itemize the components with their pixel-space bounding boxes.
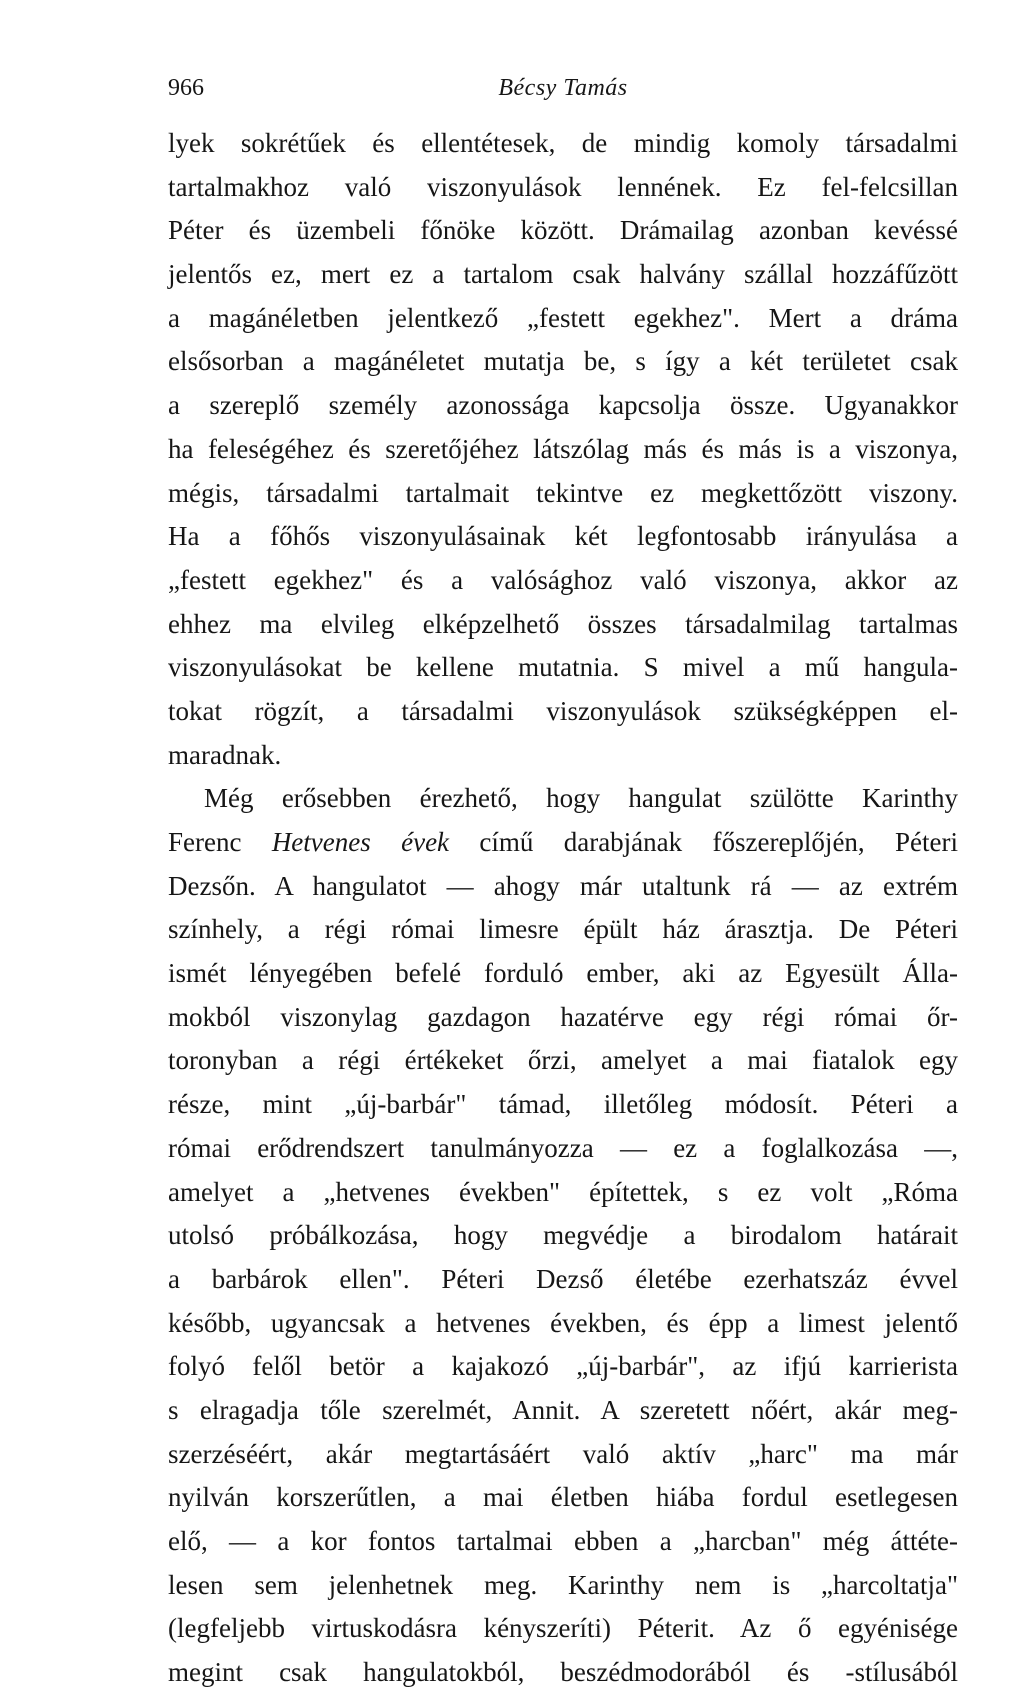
text-line: része, mint „új-barbár" támad, illetőleg módosít. Péteri a	[168, 1089, 958, 1120]
text-line: Dezsőn. A hangulatot — ahogy már utaltunk rá — az extrém	[168, 870, 958, 901]
text-line: ehhez ma elvileg elképzelhető összes társadalmilag tartalmas	[168, 608, 958, 639]
text-line: szerzéséért, akár megtartásáért való aktív „harc" ma már	[168, 1438, 958, 1469]
text-line: ha feleségéhez és szeretőjéhez látszólag más és más is a viszonya,	[168, 433, 958, 464]
text-line: megint csak hangulatokból, beszédmodorából és -stílusából	[168, 1657, 958, 1688]
text-fragment: című darabjának főszereplőjén, Péteri	[479, 827, 958, 857]
text-line: Még erősebben érezhető, hogy hangulat szülötte Karinthy	[204, 783, 958, 814]
text-line: maradnak.	[168, 739, 282, 770]
text-line: toronyban a régi értékeket őrzi, amelyet a mai fiatalok egy	[168, 1045, 958, 1076]
text-line: mégis, társadalmi tartalmait tekintve ez megkettőzött viszony.	[168, 477, 958, 508]
text-line: (legfeljebb virtuskodásra kényszeríti) Péterit. Az ő egyénisége	[168, 1613, 958, 1644]
page-number: 966	[168, 75, 204, 101]
body-text	[168, 122, 958, 1695]
text-line: nyilván korszerűtlen, a mai életben hiába fordul esetlegesen	[168, 1482, 958, 1513]
text-line: a barbárok ellen". Péteri Dezső életébe ezerhatszáz évvel	[168, 1263, 958, 1294]
text-line: a magánéletben jelentkező „festett egekhez". Mert a dráma	[168, 302, 958, 333]
text-line: színhely, a régi római limesre épült ház árasztja. De Péteri	[168, 914, 958, 945]
running-title: Bécsy Tamás	[498, 75, 628, 101]
text-line: elő, — a kor fontos tartalmai ebben a „harcban" még áttéte-	[168, 1526, 958, 1556]
text-line: amelyet a „hetvenes években" építettek, s ez volt „Róma	[168, 1176, 958, 1207]
text-line: a szereplő személy azonossága kapcsolja össze. Ugyanakkor	[168, 390, 958, 421]
text-line: lesen sem jelenhetnek meg. Karinthy nem is „harcoltatja"	[168, 1569, 958, 1600]
text-line: római erődrendszert tanulmányozza — ez a foglalkozása —,	[168, 1132, 958, 1163]
text-line: „festett egekhez" és a valósághoz való viszonya, akkor az	[168, 564, 958, 595]
text-line-with-title	[168, 821, 958, 865]
text-line: tartalmakhoz való viszonyulások lennének. Ez fel-felcsillan	[168, 171, 958, 202]
text-line: később, ugyancsak a hetvenes években, és épp a limest jelentő	[168, 1307, 958, 1338]
author-name: Ferenc	[168, 827, 242, 857]
text-line: utolsó próbálkozása, hogy megvédje a birodalom határait	[168, 1220, 958, 1251]
text-line: lyek sokrétűek és ellentétesek, de mindig komoly társadalmi	[168, 128, 958, 158]
text-line: Ha a főhős viszonyulásainak két legfontosabb irányulása a	[168, 521, 958, 552]
text-line: s elragadja tőle szerelmét, Annit. A szeretett nőért, akár meg-	[168, 1394, 958, 1425]
play-title: Hetvenes évek	[271, 827, 450, 857]
text-line: folyó felől betör a kajakozó „új-barbár", az ifjú karrierista	[168, 1351, 958, 1382]
text-line: viszonyulásokat be kellene mutatnia. S mivel a mű hangula-	[168, 652, 958, 683]
text-line: jelentős ez, mert ez a tartalom csak halvány szállal hozzáfűzött	[168, 259, 958, 290]
text-line: tokat rögzít, a társadalmi viszonyulások szükségképpen el-	[168, 695, 958, 726]
running-head	[168, 70, 958, 106]
text-line: Péter és üzembeli főnöke között. Drámailag azonban kevéssé	[168, 215, 958, 246]
text-line: ismét lényegében befelé forduló ember, aki az Egyesült Álla-	[168, 958, 958, 989]
text-line: mokból viszonylag gazdagon hazatérve egy régi római őr-	[168, 1001, 958, 1032]
text-line: elsősorban a magánéletet mutatja be, s így a két területet csak	[168, 346, 958, 377]
